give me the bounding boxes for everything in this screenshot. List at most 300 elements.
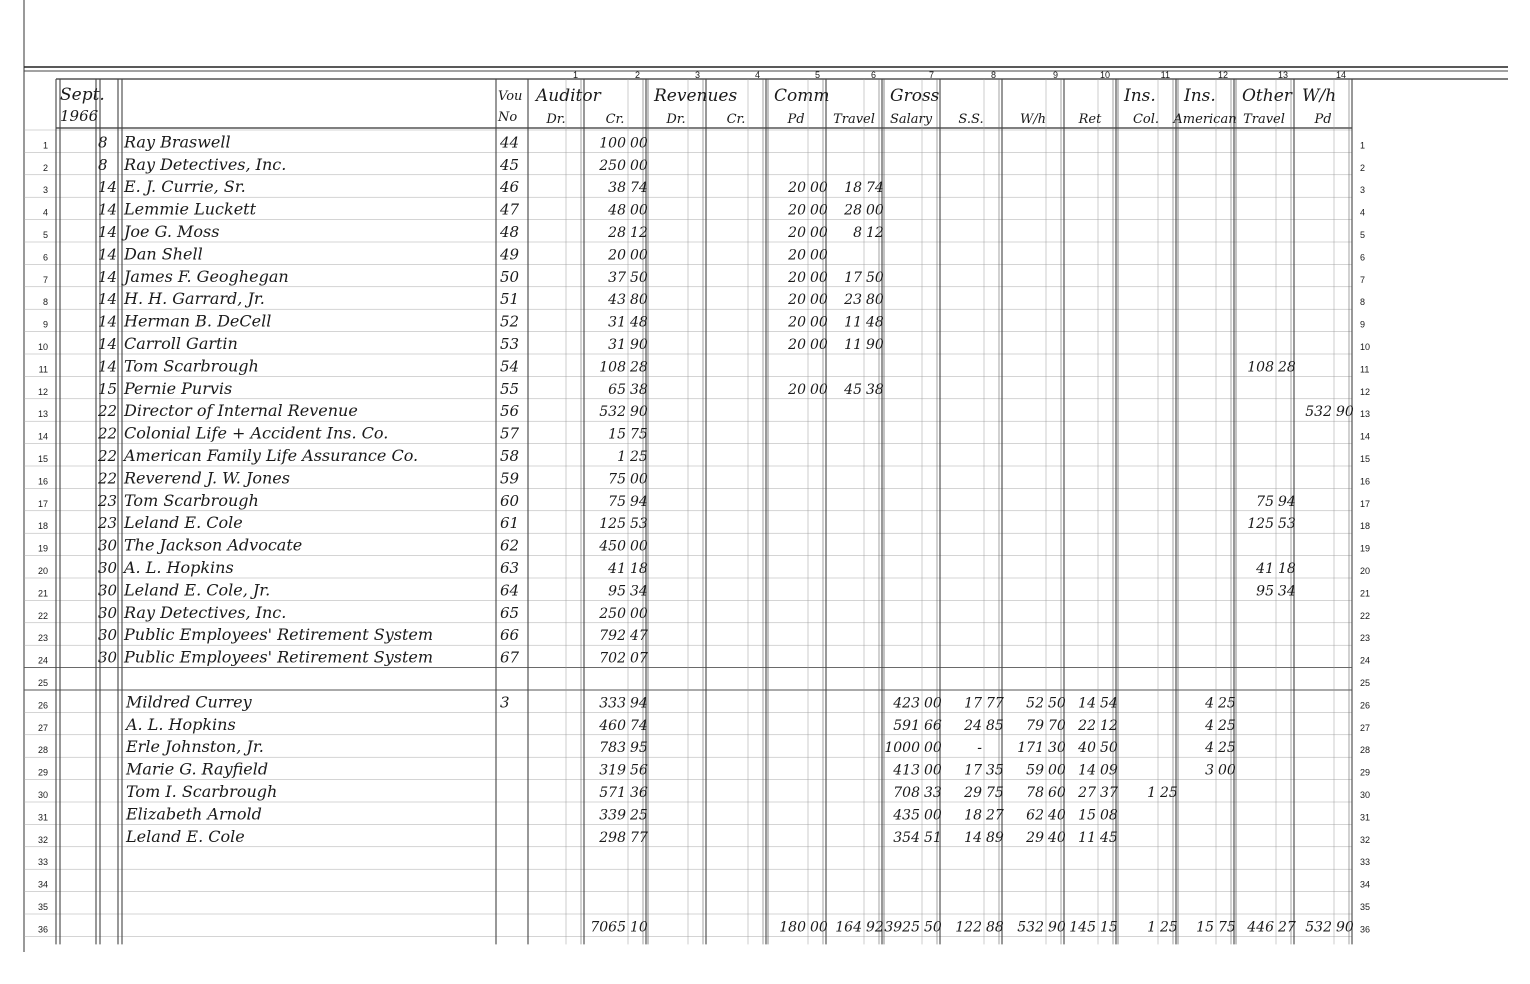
row-voucher: 3 <box>500 693 510 712</box>
amount-dollars: 591 <box>893 717 920 734</box>
amount-cents: 50 <box>866 269 884 286</box>
amount-cents: 00 <box>630 247 648 264</box>
amount-cents: 53 <box>1278 516 1296 533</box>
header-group-label: Auditor <box>536 86 601 106</box>
amount-dollars: 40 <box>1078 740 1096 757</box>
row-day: 23 <box>98 491 118 510</box>
amount-cents: 28 <box>1278 359 1296 376</box>
amount-cents: 36 <box>630 785 648 801</box>
amount-cents: 27 <box>986 807 1004 824</box>
row-number-left: 11 <box>38 364 48 375</box>
amount-dollars: 48 <box>608 202 626 219</box>
amount-dollars: 11 <box>844 314 862 331</box>
row-number-right: 32 <box>1360 834 1371 845</box>
row-number-right: 30 <box>1360 790 1371 800</box>
amount-cents: 00 <box>810 292 828 309</box>
amount-dollars: 122 <box>955 919 982 936</box>
amount-cents: 60 <box>1048 785 1066 801</box>
amount-dollars: 95 <box>1256 583 1274 600</box>
row-payee: American Family Life Assurance Co. <box>124 446 419 465</box>
row-payee: Erle Johnston, Jr. <box>126 737 264 757</box>
header-sub-label: Col. <box>1132 112 1160 127</box>
row-number-right: 17 <box>1360 498 1371 509</box>
column-number: 11 <box>1160 70 1170 80</box>
header-sub-label: Travel <box>833 112 875 127</box>
column-number: 12 <box>1217 70 1228 80</box>
row-voucher: 46 <box>500 178 520 197</box>
row-voucher: 57 <box>500 424 520 443</box>
amount-cents: 90 <box>630 337 648 353</box>
row-day: 30 <box>98 581 118 600</box>
amount-dollars: 17 <box>964 762 982 779</box>
row-day: 14 <box>98 312 118 331</box>
amount-dollars: 171 <box>1017 740 1044 757</box>
row-number-right: 1 <box>1360 140 1366 151</box>
amount-dollars: 11 <box>844 337 862 353</box>
amount-dollars: 43 <box>608 292 626 309</box>
amount-cents: 00 <box>810 202 828 219</box>
amount-cents: 00 <box>810 381 828 398</box>
header-sub-label: Pd <box>787 112 805 127</box>
amount-cents: 00 <box>924 762 942 779</box>
column-number: 4 <box>754 70 760 80</box>
row-number-left: 8 <box>42 297 48 308</box>
row-voucher: 50 <box>500 267 520 286</box>
amount-cents: 77 <box>630 829 648 846</box>
row-voucher: 49 <box>500 245 520 264</box>
amount-cents: 00 <box>630 605 648 622</box>
amount-cents: 75 <box>630 426 648 443</box>
row-number-left: 28 <box>37 745 48 756</box>
row-payee: Tom I. Scarbrough <box>126 782 278 801</box>
row-day: 14 <box>98 223 118 241</box>
row-voucher: 67 <box>500 648 520 667</box>
row-voucher: 53 <box>500 335 520 353</box>
amount-dollars: 783 <box>599 740 626 757</box>
amount-dollars: 532 <box>1305 919 1332 936</box>
amount-dollars: 532 <box>1305 404 1332 421</box>
amount-cents: 00 <box>630 202 648 219</box>
amount-cents: 80 <box>866 292 884 309</box>
row-number-right: 36 <box>1360 924 1371 935</box>
amount-cents: 80 <box>630 292 648 309</box>
row-payee: Public Employees' Retirement System <box>124 625 434 645</box>
amount-dollars: 250 <box>599 157 626 174</box>
row-voucher: 54 <box>500 357 520 376</box>
row-day: 14 <box>98 335 118 353</box>
column-number: 14 <box>1335 70 1346 80</box>
row-payee: Lemmie Luckett <box>124 199 257 219</box>
header-sub-label: Ret <box>1078 112 1102 127</box>
amount-cents: 90 <box>1048 919 1066 936</box>
row-number-right: 27 <box>1360 722 1371 733</box>
row-payee: Ray Detectives, Inc. <box>124 154 287 174</box>
row-number-right: 34 <box>1360 879 1371 890</box>
column-number: 3 <box>694 70 700 80</box>
amount-cents: 10 <box>630 919 648 936</box>
amount-cents: 38 <box>630 381 648 398</box>
row-voucher: 44 <box>500 133 520 152</box>
row-payee: The Jackson Advocate <box>124 535 303 555</box>
amount-dollars: 15 <box>1078 807 1096 824</box>
row-voucher: 61 <box>500 514 520 533</box>
amount-cents: 34 <box>1278 583 1296 600</box>
amount-cents: 51 <box>924 829 942 846</box>
amount-dollars: 95 <box>608 583 626 600</box>
amount-dollars: 41 <box>1256 561 1274 577</box>
amount-dollars: 29 <box>1026 829 1044 846</box>
amount-dollars: 125 <box>1247 516 1274 533</box>
row-day: 22 <box>98 447 118 465</box>
header-group-label: Ins. <box>1124 86 1156 106</box>
amount-dollars: 15 <box>608 426 626 443</box>
row-day: 14 <box>98 357 118 376</box>
amount-dollars: 20 <box>788 225 806 241</box>
row-number-left: 7 <box>42 274 48 285</box>
row-number-left: 34 <box>37 879 48 890</box>
amount-cents: 09 <box>1100 762 1118 779</box>
row-voucher: 45 <box>500 155 520 174</box>
amount-cents: 35 <box>986 762 1004 779</box>
amount-cents: 70 <box>1048 717 1066 734</box>
row-number-left: 5 <box>42 230 48 240</box>
column-number: 1 <box>572 70 578 80</box>
amount-cents: 66 <box>924 717 942 734</box>
amount-dollars: 333 <box>599 695 626 712</box>
amount-dollars: 413 <box>893 762 920 779</box>
row-number-left: 19 <box>37 543 48 554</box>
amount-dollars: 31 <box>608 314 626 331</box>
row-number-right: 29 <box>1360 767 1371 778</box>
amount-dollars: 37 <box>608 269 626 286</box>
row-number-left: 26 <box>37 700 48 711</box>
row-number-right: 7 <box>1360 274 1366 285</box>
row-voucher: 48 <box>500 223 520 241</box>
row-payee: A. L. Hopkins <box>126 714 236 734</box>
row-number-right: 15 <box>1360 454 1371 464</box>
amount-dollars: 164 <box>835 919 862 936</box>
row-payee: Mildred Currey <box>126 692 252 712</box>
header-group-label: Revenues <box>654 86 738 106</box>
row-number-right: 2 <box>1360 162 1366 173</box>
amount-dollars: 20 <box>788 292 806 309</box>
row-number-left: 35 <box>37 902 48 912</box>
amount-cents: 89 <box>986 829 1004 846</box>
amount-dollars: 3 <box>1205 762 1214 779</box>
row-payee: H. H. Garrard, Jr. <box>124 289 265 309</box>
row-number-left: 25 <box>37 678 48 688</box>
amount-dollars: 4 <box>1205 717 1214 734</box>
amount-dollars: - <box>977 740 982 757</box>
amount-dollars: 62 <box>1026 807 1044 824</box>
amount-dollars: 20 <box>788 247 806 264</box>
amount-dollars: 17 <box>844 269 862 286</box>
row-number-left: 10 <box>37 342 48 352</box>
row-voucher: 59 <box>500 469 520 488</box>
amount-dollars: 1 <box>1147 785 1156 801</box>
amount-cents: 00 <box>810 269 828 286</box>
amount-dollars: 250 <box>599 605 626 622</box>
column-number: 13 <box>1277 70 1288 80</box>
column-number: 5 <box>814 70 820 80</box>
amount-dollars: 78 <box>1026 785 1044 801</box>
amount-cents: 40 <box>1048 829 1066 846</box>
row-day: 30 <box>98 559 118 577</box>
amount-dollars: 20 <box>608 247 626 264</box>
amount-cents: 50 <box>1100 740 1118 757</box>
row-day: 22 <box>98 469 118 488</box>
row-number-right: 23 <box>1360 633 1371 644</box>
header-group-label: Ins. <box>1184 86 1216 106</box>
amount-dollars: 38 <box>608 180 626 197</box>
amount-cents: 00 <box>1218 762 1236 779</box>
amount-cents: 74 <box>630 180 648 197</box>
amount-cents: 75 <box>986 785 1004 801</box>
row-payee: Leland E. Cole <box>124 513 243 533</box>
amount-cents: 74 <box>630 717 648 734</box>
header-sub-label: Dr. <box>546 112 566 127</box>
amount-cents: 00 <box>924 740 942 757</box>
amount-cents: 30 <box>1048 740 1066 757</box>
amount-dollars: 75 <box>1256 493 1274 510</box>
amount-dollars: 11 <box>1078 829 1096 846</box>
row-number-right: 8 <box>1360 297 1366 308</box>
row-number-right: 31 <box>1360 812 1371 823</box>
row-day: 30 <box>98 648 118 667</box>
amount-cents: 12 <box>1100 717 1118 734</box>
row-day: 15 <box>98 379 118 398</box>
amount-cents: 25 <box>1218 717 1236 734</box>
row-number-left: 20 <box>37 566 48 576</box>
amount-dollars: 65 <box>608 381 626 398</box>
header-voucher: Vou <box>498 89 523 104</box>
row-voucher: 52 <box>500 312 520 331</box>
row-voucher: 51 <box>500 290 520 309</box>
amount-dollars: 17 <box>964 695 982 712</box>
row-number-left: 13 <box>37 409 48 420</box>
row-voucher: 60 <box>500 491 520 510</box>
column-number: 7 <box>928 70 934 80</box>
row-payee: Leland E. Cole, Jr. <box>124 580 271 600</box>
row-number-left: 32 <box>37 834 48 845</box>
amount-cents: 25 <box>1160 785 1178 801</box>
amount-cents: 95 <box>630 740 648 757</box>
row-number-right: 16 <box>1360 476 1371 487</box>
row-number-right: 20 <box>1360 566 1371 576</box>
amount-dollars: 4 <box>1205 740 1214 757</box>
amount-cents: 48 <box>866 314 884 331</box>
row-voucher: 64 <box>500 581 520 600</box>
row-number-left: 23 <box>37 633 48 644</box>
amount-cents: 25 <box>1160 919 1178 936</box>
amount-dollars: 532 <box>599 404 626 421</box>
row-number-left: 33 <box>37 857 48 868</box>
amount-dollars: 108 <box>1247 359 1274 376</box>
amount-dollars: 27 <box>1078 785 1096 801</box>
amount-cents: 00 <box>810 919 828 936</box>
row-number-left: 31 <box>37 812 48 823</box>
amount-dollars: 59 <box>1026 762 1044 779</box>
amount-dollars: 14 <box>1078 762 1096 779</box>
amount-cents: 12 <box>866 225 884 241</box>
row-payee: A. L. Hopkins <box>124 558 234 577</box>
amount-dollars: 20 <box>788 381 806 398</box>
amount-dollars: 145 <box>1069 919 1096 936</box>
row-payee: Herman B. DeCell <box>124 311 272 331</box>
amount-cents: 45 <box>1100 829 1118 846</box>
row-payee: Pernie Purvis <box>124 378 233 398</box>
amount-cents: 90 <box>866 337 884 353</box>
amount-cents: 94 <box>1278 493 1296 510</box>
row-number-left: 22 <box>37 610 48 621</box>
amount-dollars: 29 <box>964 785 982 801</box>
row-number-left: 29 <box>37 767 48 778</box>
row-number-right: 6 <box>1360 252 1366 263</box>
row-number-right: 5 <box>1360 230 1366 240</box>
amount-cents: 50 <box>1048 695 1066 712</box>
amount-dollars: 23 <box>844 292 862 309</box>
amount-dollars: 31 <box>608 337 626 353</box>
amount-dollars: 1 <box>1147 919 1156 936</box>
row-voucher: 63 <box>500 559 520 577</box>
row-voucher: 58 <box>500 447 520 465</box>
row-number-left: 27 <box>37 722 48 733</box>
row-number-left: 1 <box>42 140 48 151</box>
amount-dollars: 14 <box>1078 695 1096 712</box>
row-number-left: 36 <box>37 924 48 935</box>
row-day: 30 <box>98 536 118 555</box>
amount-cents: 90 <box>1336 919 1354 936</box>
amount-dollars: 100 <box>599 135 626 152</box>
amount-dollars: 702 <box>599 650 626 667</box>
amount-cents: 75 <box>1218 919 1236 936</box>
amount-cents: 07 <box>630 650 648 667</box>
amount-cents: 00 <box>630 157 648 174</box>
row-payee: James F. Geoghegan <box>124 266 289 286</box>
row-number-left: 30 <box>37 790 48 800</box>
column-number: 2 <box>634 70 640 80</box>
row-number-right: 12 <box>1360 386 1371 397</box>
row-number-left: 24 <box>37 655 48 666</box>
amount-dollars: 8 <box>853 225 862 241</box>
amount-cents: 37 <box>1100 785 1118 801</box>
row-payee: Public Employees' Retirement System <box>124 647 434 667</box>
row-voucher: 56 <box>500 402 520 421</box>
row-number-right: 18 <box>1360 521 1371 532</box>
row-number-left: 6 <box>42 252 48 263</box>
header-sub-label: W/h <box>1019 112 1047 127</box>
amount-dollars: 1000 <box>884 740 920 757</box>
row-payee: Tom Scarbrough <box>124 490 259 510</box>
header-sub-label: Dr. <box>666 112 686 127</box>
amount-cents: 25 <box>1218 695 1236 712</box>
row-number-left: 21 <box>37 588 48 599</box>
amount-dollars: 571 <box>599 785 626 801</box>
row-number-right: 21 <box>1360 588 1371 599</box>
row-payee: Tom Scarbrough <box>124 356 259 376</box>
amount-dollars: 20 <box>788 337 806 353</box>
amount-cents: 00 <box>630 538 648 555</box>
row-number-left: 17 <box>37 498 48 509</box>
amount-dollars: 339 <box>599 807 626 824</box>
amount-dollars: 45 <box>844 381 862 398</box>
amount-dollars: 75 <box>608 493 626 510</box>
amount-dollars: 319 <box>599 762 626 779</box>
amount-cents: 34 <box>630 583 648 600</box>
amount-dollars: 460 <box>599 717 626 734</box>
row-number-left: 15 <box>37 454 48 464</box>
amount-dollars: 28 <box>844 202 862 219</box>
amount-cents: 00 <box>810 247 828 264</box>
row-voucher: 65 <box>500 603 520 622</box>
amount-dollars: 1 <box>617 449 626 465</box>
amount-cents: 00 <box>630 135 648 152</box>
amount-dollars: 450 <box>599 538 626 555</box>
amount-cents: 40 <box>1048 807 1066 824</box>
ledger-rows <box>38 132 1370 935</box>
amount-dollars: 79 <box>1026 717 1044 734</box>
header-group-label: Comm <box>774 86 830 106</box>
row-day: 14 <box>98 267 118 286</box>
amount-cents: 48 <box>630 314 648 331</box>
header-sub-label: Travel <box>1243 112 1285 127</box>
header-sub-label: Salary <box>889 112 933 127</box>
row-number-right: 35 <box>1360 902 1371 912</box>
amount-cents: 53 <box>630 516 648 533</box>
row-day: 14 <box>98 290 118 309</box>
amount-cents: 18 <box>630 561 648 577</box>
row-day: 30 <box>98 603 118 622</box>
header-group-label: W/h <box>1302 86 1337 106</box>
row-day: 30 <box>98 626 118 645</box>
column-number: 10 <box>1099 70 1110 80</box>
amount-cents: 94 <box>630 695 648 712</box>
amount-dollars: 180 <box>779 919 806 936</box>
amount-cents: 28 <box>630 359 648 376</box>
amount-cents: 00 <box>810 314 828 331</box>
header-voucher-no: No <box>498 110 518 125</box>
amount-dollars: 446 <box>1247 919 1274 936</box>
amount-cents: 00 <box>1048 762 1066 779</box>
amount-cents: 90 <box>1336 404 1354 421</box>
row-number-right: 10 <box>1360 342 1371 352</box>
amount-dollars: 75 <box>608 471 626 488</box>
amount-dollars: 354 <box>893 829 920 846</box>
amount-dollars: 125 <box>599 516 626 533</box>
amount-cents: 00 <box>924 695 942 712</box>
row-number-right: 25 <box>1360 678 1371 688</box>
row-payee: E. J. Currie, Sr. <box>124 177 246 197</box>
row-number-left: 3 <box>42 185 48 196</box>
amount-cents: 90 <box>630 404 648 421</box>
row-day: 8 <box>98 155 108 174</box>
row-payee: Director of Internal Revenue <box>124 401 358 421</box>
amount-dollars: 20 <box>788 202 806 219</box>
row-day: 8 <box>98 133 108 152</box>
amount-dollars: 435 <box>893 807 920 824</box>
row-number-right: 13 <box>1360 409 1371 420</box>
header-date-year: 1966 <box>60 107 99 125</box>
amount-cents: 25 <box>630 807 648 824</box>
row-number-left: 9 <box>42 319 48 330</box>
row-number-right: 28 <box>1360 745 1371 756</box>
amount-dollars: 24 <box>964 717 982 734</box>
amount-cents: 92 <box>866 919 884 936</box>
row-day: 22 <box>98 424 118 443</box>
amount-cents: 00 <box>810 180 828 197</box>
header-group-label: Other <box>1242 86 1292 106</box>
amount-dollars: 423 <box>893 695 920 712</box>
